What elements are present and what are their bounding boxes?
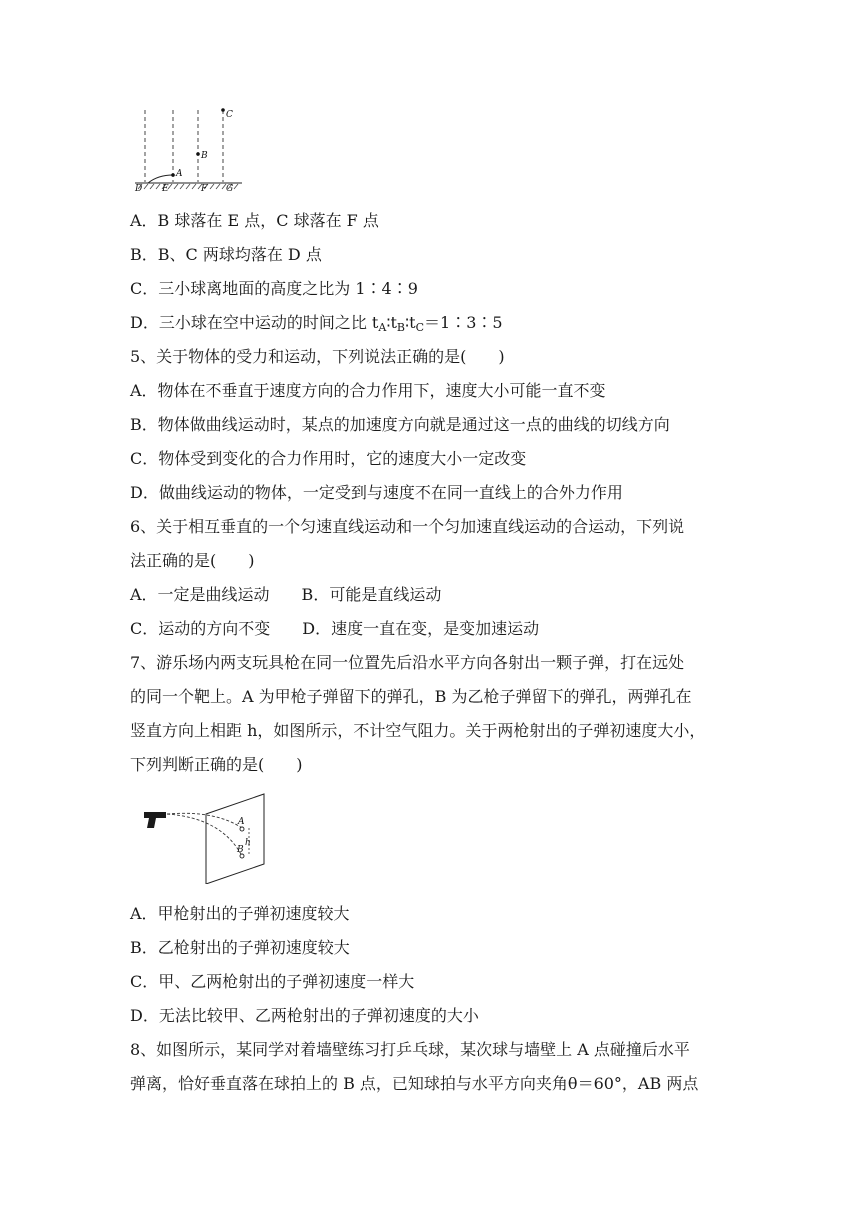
label-a: A — [176, 169, 183, 179]
q7-stem-line-1: 7、游乐场内两支玩具枪在同一位置先后沿水平方向各射出一颗子弹，打在远处 — [130, 653, 685, 672]
q4-d-sub-b: B — [396, 321, 405, 334]
bullet-hole-a — [240, 827, 244, 831]
q7-option-d: D．无法比较甲、乙两枪射出的子弹初速度的大小 — [130, 1006, 479, 1025]
q5-stem: 5、关于物体的受力和运动，下列说法正确的是( ) — [130, 347, 505, 366]
label-d: D — [135, 184, 143, 194]
q4-option-c: C．三小球离地面的高度之比为 1∶4∶9 — [130, 279, 418, 298]
toy-gun-target-figure — [140, 792, 270, 884]
q4-d-prefix: D．三小球在空中运动的时间之比 t — [130, 313, 379, 332]
q7-option-b: B．乙枪射出的子弹初速度较大 — [130, 938, 350, 957]
q8-stem-line-2: 弹离，恰好垂直落在球拍上的 B 点，已知球拍与水平方向夹角θ＝60°，AB 两点 — [130, 1074, 699, 1093]
q7-stem-line-4: 下列判断正确的是( ) — [130, 755, 303, 774]
q5-option-a: A．物体在不垂直于速度方向的合力作用下，速度大小可能一直不变 — [130, 381, 606, 400]
q6-stem-line-1: 6、关于相互垂直的一个匀速直线运动和一个匀加速直线运动的合运动，下列说 — [130, 517, 685, 536]
q8-stem-line-1: 8、如图所示，某同学对着墙壁练习打乒乓球，某次球与墙壁上 A 点碰撞后水平 — [130, 1040, 690, 1059]
label-f: F — [201, 184, 208, 194]
q6-options-row-2: C．运动的方向不变 D．速度一直在变，是变加速运动 — [130, 619, 540, 638]
toy-gun-icon — [144, 812, 166, 828]
q4-d-sub-c: C — [415, 321, 425, 334]
label-b: B — [201, 151, 208, 161]
q7-stem-line-3: 竖直方向上相距 h，如图所示，不计空气阻力。关于两枪射出的子弹初速度大小， — [130, 721, 706, 740]
label-c: C — [226, 110, 233, 120]
projectile-figure — [130, 100, 250, 200]
q4-option-a: A．B 球落在 E 点，C 球落在 F 点 — [130, 211, 379, 230]
q4-d-sub-a: A — [378, 321, 387, 334]
q7-option-c: C．甲、乙两枪射出的子弹初速度一样大 — [130, 972, 415, 991]
hole-label-b: B — [237, 845, 244, 855]
label-g: G — [226, 184, 234, 194]
ball-c — [221, 108, 225, 112]
q7-stem-line-2: 的同一个靶上。A 为甲枪子弹留下的弹孔，B 为乙枪子弹留下的弹孔，两弹孔在 — [130, 687, 692, 706]
q5-option-b: B．物体做曲线运动时，某点的加速度方向就是通过这一点的曲线的切线方向 — [130, 415, 670, 434]
label-e: E — [162, 184, 169, 194]
q6-options-row-1: A．一定是曲线运动 B．可能是直线运动 — [130, 585, 442, 604]
q7-option-a: A．甲枪射出的子弹初速度较大 — [130, 904, 350, 923]
q4-d-suffix: ＝1∶3∶5 — [424, 313, 503, 332]
height-label-h: h — [245, 838, 251, 848]
hole-label-a: A — [238, 817, 245, 827]
ball-a — [171, 173, 175, 177]
q4-d-sep1: ∶t — [386, 313, 397, 332]
q4-option-b: B．B、C 两球均落在 D 点 — [130, 245, 322, 264]
q4-d-sep2: ∶t — [405, 313, 416, 332]
q6-stem-line-2: 法正确的是( ) — [130, 551, 255, 570]
ball-b — [196, 152, 200, 156]
q5-option-c: C．物体受到变化的合力作用时，它的速度大小一定改变 — [130, 449, 527, 468]
q5-option-d: D．做曲线运动的物体，一定受到与速度不在同一直线上的合外力作用 — [130, 483, 623, 502]
target-board — [206, 794, 264, 884]
q4-option-d — [130, 313, 730, 333]
